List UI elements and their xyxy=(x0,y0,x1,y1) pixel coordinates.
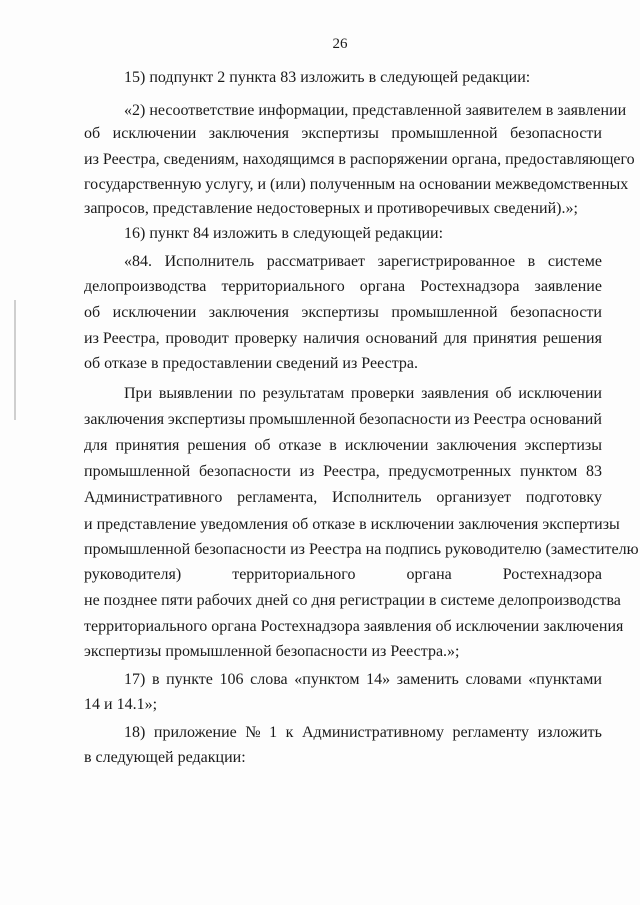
word: пункте xyxy=(166,671,213,688)
word: территориального xyxy=(232,566,356,583)
word: зарегистрированное xyxy=(377,253,516,270)
word: Ростехнадзора xyxy=(420,278,520,295)
word: экспертизы xyxy=(167,411,246,428)
word: проверки xyxy=(350,385,415,402)
word: из Реестра, xyxy=(84,330,160,347)
word: об xyxy=(254,437,271,454)
word: решения xyxy=(542,330,602,347)
item-15-quote-line-5: запросов, представление недостоверных и противоречивых сведений).»; xyxy=(84,200,578,217)
word: промышленной xyxy=(84,463,191,480)
item-16-para2-line-4 xyxy=(84,462,602,482)
word: в xyxy=(151,671,160,688)
word: руководителя) xyxy=(84,566,182,583)
word: безопасности xyxy=(359,411,451,428)
item-16-para2-line-8 xyxy=(84,565,602,585)
word: 18) xyxy=(124,724,146,741)
word: об xyxy=(495,385,512,402)
word: Исполнитель xyxy=(164,253,255,270)
word: При xyxy=(124,385,153,402)
item-16-para2-line-6: и представление уведомления об отказе в исключении заключения экспертизы xyxy=(84,516,620,533)
word: для xyxy=(443,330,468,347)
word: безопасности xyxy=(198,463,291,480)
word: из xyxy=(299,463,315,480)
item-18-line-2: в следующей редакции: xyxy=(84,749,246,766)
word: из xyxy=(454,411,470,428)
word: 106 xyxy=(219,671,244,688)
word: об xyxy=(84,304,101,321)
word: исключении xyxy=(112,304,197,321)
item-16-intro: 16) пункт 84 изложить в следующей редакции: xyxy=(124,225,444,242)
word: «84. xyxy=(124,253,152,270)
word: экспертизы xyxy=(301,304,379,321)
word: принятия xyxy=(115,437,180,454)
word: рассматривает xyxy=(266,253,366,270)
item-15-quote-line-2 xyxy=(84,124,602,144)
word: заключения xyxy=(84,411,165,428)
word: приложение xyxy=(153,724,237,741)
word: заключения xyxy=(208,125,289,142)
item-16-para2-line-2 xyxy=(84,410,602,430)
word: регламенту xyxy=(452,724,530,741)
item-16-para1-line-1 xyxy=(124,252,602,272)
word: в xyxy=(527,253,536,270)
item-18-line-1 xyxy=(124,723,602,743)
word: изложить xyxy=(537,724,602,741)
word: оснований xyxy=(365,330,438,347)
word: промышленной xyxy=(391,125,498,142)
word: 14» xyxy=(366,671,391,688)
word: слова xyxy=(250,671,288,688)
word: «пунктом xyxy=(294,671,360,688)
word: Ростехнадзора xyxy=(502,566,602,583)
item-16-para1-line-4 xyxy=(84,329,602,349)
word: подготовку xyxy=(525,489,602,506)
word: безопасности xyxy=(510,125,602,142)
word: № xyxy=(245,724,261,741)
word: предусмотренных xyxy=(388,463,512,480)
word: 1 xyxy=(269,724,278,741)
item-16-para2-line-3 xyxy=(84,436,602,456)
word: органа xyxy=(359,278,406,295)
item-16-para2-line-10: территориального органа Ростехнадзора заявления об исключении заключения xyxy=(84,618,624,635)
item-15-quote-line-4: государственную услугу, и (или) полученным на основании межведомственных xyxy=(84,176,629,193)
word: по xyxy=(239,385,256,402)
item-16-para2-line-9: не позднее пяти рабочих дней со дня регистрации в системе делопроизводства xyxy=(84,592,621,609)
item-16-para2-line-11: экспертизы промышленной безопасности из Реестра.»; xyxy=(84,643,460,660)
item-16-para1-line-3 xyxy=(84,303,602,323)
word: исключении xyxy=(344,437,429,454)
item-15-intro: 15) подпункт 2 пункта 83 изложить в следующей редакции: xyxy=(124,69,531,86)
word: выявлении xyxy=(158,385,233,402)
word: регламента, xyxy=(237,489,318,506)
word: «пунктами xyxy=(528,671,602,688)
word: об xyxy=(84,125,101,142)
word: промышленной xyxy=(391,304,498,321)
word: исключении xyxy=(112,125,197,142)
word: органа xyxy=(406,566,452,583)
word: для xyxy=(84,437,108,454)
word: к xyxy=(285,724,294,741)
word: заявление xyxy=(534,278,602,295)
word: Реестра xyxy=(473,411,526,428)
word: территориального xyxy=(221,278,345,295)
word: проверку xyxy=(234,330,298,347)
word: экспертизы xyxy=(524,437,602,454)
word: заявления xyxy=(421,385,489,402)
word: проводит xyxy=(165,330,229,347)
word: Реестра, xyxy=(323,463,380,480)
word: делопроизводства xyxy=(84,278,207,295)
word: принятия xyxy=(473,330,537,347)
word: в xyxy=(329,437,337,454)
word: 83 xyxy=(585,463,602,480)
page-number: 26 xyxy=(332,36,348,52)
word: заключения xyxy=(436,437,517,454)
word: отказе xyxy=(278,437,322,454)
item-16-para2-line-7: промышленной безопасности из Реестра на подпись руководителю (заместителю xyxy=(84,541,639,558)
word: промышленной xyxy=(249,411,356,428)
item-15-quote-line-1: «2) несоответствие информации, представленной заявителем в заявлении xyxy=(124,102,627,119)
word: пунктом xyxy=(519,463,578,480)
item-16-para2-line-1 xyxy=(124,384,602,404)
word: заключения xyxy=(208,304,289,321)
word: результатам xyxy=(262,385,345,402)
word: Административного xyxy=(84,489,223,506)
item-15-quote-line-3: из Реестра, сведениям, находящимся в распоряжении органа, предоставляющего xyxy=(84,151,635,168)
word: заменить xyxy=(396,671,459,688)
item-17-line-2: 14 и 14.1»; xyxy=(84,696,158,713)
word: наличия xyxy=(303,330,360,347)
word: системе xyxy=(547,253,602,270)
word: 17) xyxy=(124,671,146,688)
item-16-para1-line-2 xyxy=(84,277,602,297)
word: словами xyxy=(465,671,522,688)
word: организует xyxy=(436,489,512,506)
item-16-para1-line-5: об отказе в предоставлении сведений из Реестра. xyxy=(84,355,418,372)
word: исключении xyxy=(518,385,602,402)
word: оснований xyxy=(529,411,602,428)
word: Административному xyxy=(302,724,444,741)
scan-edge-mark xyxy=(14,300,16,420)
word: Исполнитель xyxy=(332,489,422,506)
word: экспертизы xyxy=(301,125,379,142)
item-17-line-1 xyxy=(124,670,602,690)
word: безопасности xyxy=(510,304,602,321)
word: решения xyxy=(187,437,247,454)
item-16-para2-line-5 xyxy=(84,488,602,508)
